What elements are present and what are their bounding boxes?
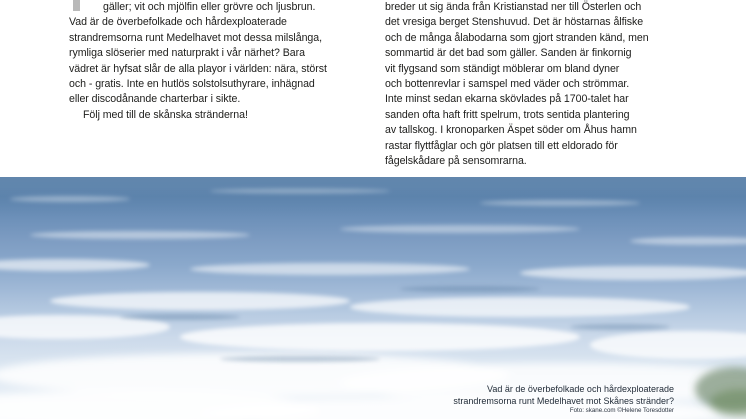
photo-caption (453, 384, 674, 415)
body-text-line: och bottenrevlar i samspel med väder och strömmar. (385, 78, 630, 91)
sea-waves-illustration (0, 177, 746, 419)
body-text-line: Vad är de överbefolkade och hårdexploaterade (69, 16, 287, 29)
body-text-line: strandremsorna runt Medelhavet mot dessa milslånga, (69, 31, 322, 44)
caption-line: Vad är de överbefolkade och hårdexploaterade (487, 384, 674, 394)
photo-credit: Foto: skane.com ©Helene Toresdotter (569, 407, 674, 414)
body-text-line: och de många ålabodarna som gjort stranden känd, men (385, 31, 649, 44)
body-text-line: gäller; vit och mjölfin eller grövre och ljusbrun. (103, 1, 316, 13)
body-text-line: Inte minst sedan ekarna skövlades på 1700-talet har (385, 93, 629, 106)
body-text-line: fågelskådare på sensomrarna. (385, 155, 527, 168)
sea-photo (0, 177, 746, 419)
article-right-column (385, 0, 685, 169)
body-text-line: sommartid är det bad som gäller. Sanden är finkornig (385, 47, 632, 60)
body-text-line: av tallskog. I kronoparken Äspet söder om Åhus hamn (385, 124, 637, 137)
body-text-line: vit flygsand som ständigt möblerar om bland dyner (385, 62, 620, 75)
body-text-line: vädret är hyfsat slår de alla playor i världen: nära, störst (69, 62, 327, 75)
body-text-line: sanden ofta haft fritt spelrum, trots sentida plantering (385, 108, 630, 121)
body-text-line: rymliga slöserier med naturprakt i vår närhet? Bara (69, 47, 305, 60)
body-text-line: eller discodånande charterbar i sikte. (69, 93, 241, 106)
body-text-line: och - gratis. Inte en hutlös solstolsuthyrare, inhägnad (69, 78, 315, 91)
body-text-line: breder ut sig ända från Kristianstad ner till Österlen och (385, 1, 642, 13)
body-text-line: Följ med till de skånska stränderna! (83, 108, 248, 121)
article-left-column (69, 0, 369, 123)
body-text-line: det vresiga berget Stenshuvud. Det är höstarnas ålfiske (385, 16, 644, 29)
body-text-line: rastar flyttfåglar och gör platsen till ett eldorado för (385, 139, 618, 152)
caption-line: strandremsorna runt Medelhavet mot Skånes stränder? (453, 395, 674, 406)
